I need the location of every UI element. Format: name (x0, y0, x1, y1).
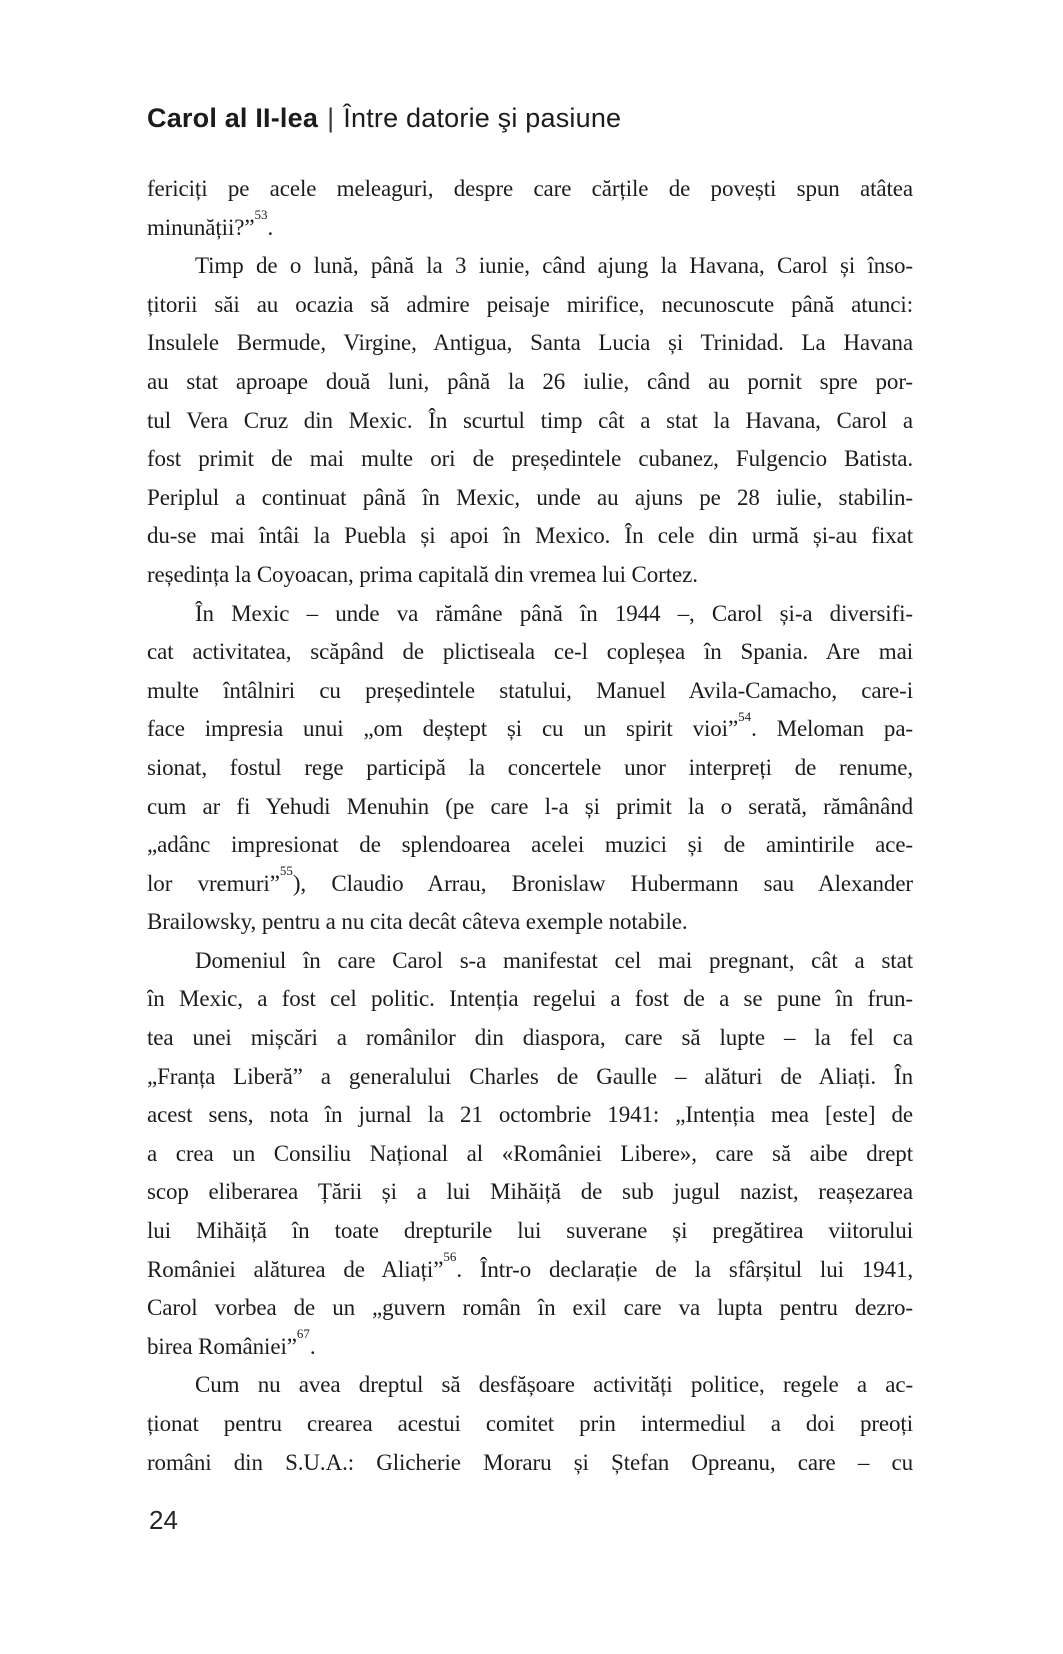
text-line: lor vremuri”$^{55}$), Claudio Arrau, Bronislaw Hubermann sau Alexander (147, 864, 913, 896)
text-line: Cum nu avea dreptul să desfășoare activități politice, regele a ac- (195, 1372, 913, 1398)
text-line: multe întâlniri cu președintele statului, Manuel Avila-Camacho, care-i (147, 677, 913, 703)
body-text (147, 170, 913, 1482)
text-line: Carol vorbea de un „guvern român în exil care va lupta pentru dezro- (147, 1295, 913, 1321)
text-line: minunății?”$^{53}$. (147, 208, 274, 240)
text-line: du-se mai întâi la Puebla și apoi în Mexico. În cele din urmă și-au fixat (147, 523, 913, 549)
footnote-ref: 67 (296, 1327, 310, 1342)
text-line: Timp de o lună, până la 3 iunie, când ajung la Havana, Carol și înso- (195, 253, 913, 279)
chapter-subtitle: Între datorie şi pasiune (343, 103, 622, 133)
header-separator: | (327, 103, 335, 133)
text-line: Insulele Bermude, Virgine, Antigua, Santa Lucia și Trinidad. La Havana (147, 330, 913, 356)
paragraph (147, 1366, 913, 1482)
text-line: în Mexic, a fost cel politic. Intenția regelui a fost de a se pune în frun- (147, 986, 913, 1012)
text-line: lui Mihăiță în toate drepturile lui suverane și pregătirea viitorului (147, 1218, 913, 1244)
text-line: țitorii săi au ocazia să admire peisaje mirifice, necunoscute până atunci: (147, 291, 913, 317)
text-line: a crea un Consiliu Național al «României Libere», care să aibe drept (147, 1140, 913, 1166)
text-line: ționat pentru crearea acestui comitet prin intermediul a doi preoți (147, 1411, 913, 1436)
text-line: În Mexic – unde va rămâne până în 1944 –, Carol și-a diversifi- (195, 600, 913, 626)
text-line: cum ar fi Yehudi Menuhin (pe care l-a și primit la o serată, rămânând (147, 793, 913, 819)
text-line: face impresia unui „om deștept și cu un spirit vioi”$^{54}$. Meloman pa- (147, 710, 913, 742)
footnote-ref: 53 (254, 208, 268, 222)
footnote-ref: 55 (279, 864, 293, 879)
running-header (147, 101, 917, 135)
text-line: „Franța Liberă” a generalului Charles de Gaulle – alături de Aliați. În (147, 1063, 913, 1089)
text-line: birea României”$^{67}$. (147, 1327, 316, 1359)
paragraph (147, 942, 913, 1367)
text-line: Domeniul în care Carol s-a manifestat cel mai pregnant, cât a stat (195, 947, 913, 973)
text-line: Brailowsky, pentru a nu cita decât câteva exemple notabile. (147, 909, 688, 935)
text-line: fost primit de mai multe ori de președintele cubanez, Fulgencio Batista. (147, 446, 913, 472)
paragraph (147, 247, 913, 594)
text-line: fericiți pe acele meleaguri, despre care cărțile de povești spun atâtea (147, 176, 913, 201)
text-line: au stat aproape două luni, până la 26 iulie, când au pornit spre por- (147, 368, 913, 394)
paragraph (147, 595, 913, 942)
text-line: cat activitatea, scăpând de plictiseala ce-l copleșea în Spania. Are mai (147, 639, 913, 665)
text-line: români din S.U.A.: Glicherie Moraru și Ștefan Opreanu, care – cu (147, 1449, 913, 1475)
text-line: tea unei mișcări a românilor din diaspora, care să lupte – la fel ca (147, 1025, 913, 1051)
text-line: Periplul a continuat până în Mexic, unde au ajuns pe 28 iulie, stabilin- (147, 484, 913, 510)
text-line: „adânc impresionat de splendoarea acelei muzici și de amintirile ace- (147, 832, 913, 858)
page-number: 24 (149, 1505, 178, 1535)
paragraph (147, 170, 913, 247)
text-line: acest sens, nota în jurnal la 21 octombrie 1941: „Intenția mea [este] de (147, 1102, 913, 1128)
footnote-ref: 54 (738, 710, 752, 724)
text-line: sionat, fostul rege participă la concertele unor interpreți de renume, (147, 754, 913, 780)
footnote-ref: 56 (443, 1250, 457, 1264)
text-line: scop eliberarea Țării și a lui Mihăiță de sub jugul nazist, reașezarea (147, 1179, 913, 1205)
text-line: reședința la Coyoacan, prima capitală din vremea lui Cortez. (147, 561, 698, 587)
text-line: României alăturea de Aliați”$^{56}$. Într-o declarație de la sfârșitul lui 1941, (147, 1250, 913, 1282)
text-line: tul Vera Cruz din Mexic. În scurtul timp cât a stat la Havana, Carol a (147, 407, 913, 433)
chapter-title: Carol al II-lea (147, 103, 319, 133)
